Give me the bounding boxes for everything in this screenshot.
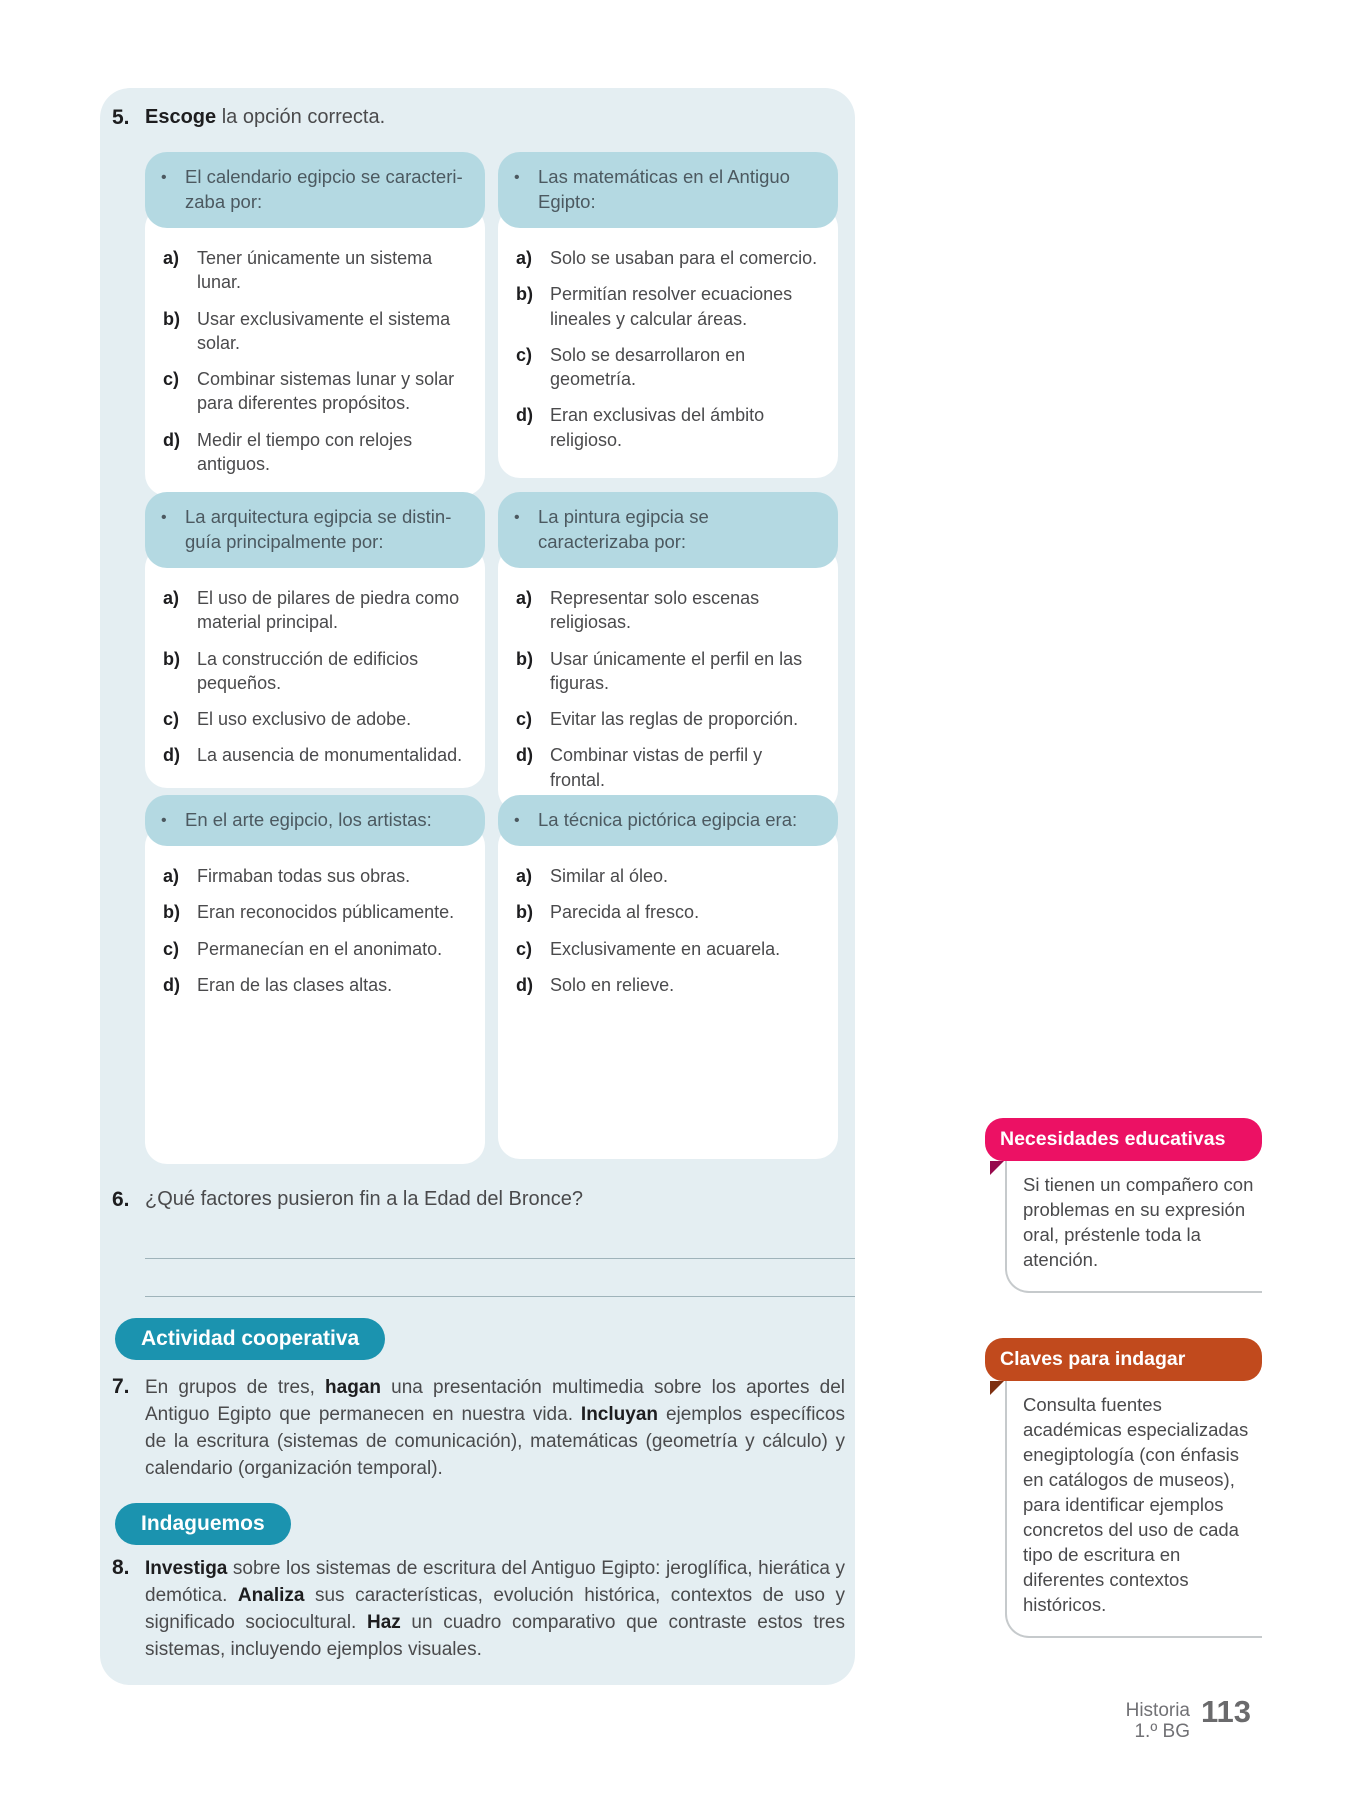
option-letter: d) (163, 429, 180, 450)
prompt-text: Las matemáticas en el Antiguo Egipto: (538, 166, 790, 212)
option-letter: c) (516, 709, 533, 730)
option-text: Solo se usaban para el comercio. (550, 247, 818, 268)
footer-grade: 1.º BG (1134, 1720, 1190, 1742)
pill-indaguemos: Indaguemos (115, 1503, 291, 1545)
option-letter: b) (516, 284, 533, 305)
option-text: Tener únicamente un sistema lunar. (197, 247, 433, 293)
option-row (516, 282, 820, 331)
option-letter: d) (163, 745, 180, 766)
prompt-text: La arquitectura egipcia se distinguía principalmente por: (185, 506, 452, 552)
option-row (163, 586, 467, 635)
options-card (145, 206, 485, 496)
option-block-pintura (498, 492, 838, 812)
option-text: La ausencia de monumentalidad. (197, 745, 463, 766)
option-row (516, 647, 820, 696)
option-block-arquitectura (145, 492, 485, 788)
option-text: Eran exclusivas del ámbito religioso. (550, 405, 765, 450)
callout-body-text: Consulta fuentes académicas especializadas enegiptología (con énfasis en catálogos de museos), para identificar ejemplos concretos del uso de cada tipo de escritura en diferentes contextos históricos. (1023, 1394, 1249, 1615)
prompt-text: El calendario egipcio se caracterizaba por: (185, 166, 463, 212)
option-letter: b) (163, 308, 180, 329)
option-letter: c) (163, 369, 180, 390)
option-row (163, 900, 467, 924)
prompt-bubble (145, 152, 485, 228)
options-card (498, 546, 838, 812)
option-letter: a) (163, 865, 180, 886)
bullet-icon: • (161, 812, 167, 829)
question-7-text: En grupos de tres, hagan una presentación multimedia sobre los aportes del Antiguo Egipto que permanecen en nuestra vida. Incluyan ejemplos específicos de la escritura (sistemas de comunicación), matemáticas (geometría y cálculo) y calendario (organización temporal). (145, 1377, 845, 1479)
option-row (163, 864, 467, 888)
option-text: Medir el tiempo con relojes antiguos. (197, 429, 413, 475)
bullet-icon: • (161, 509, 167, 526)
option-text: Solo se desarrollaron en geometría. (550, 344, 746, 390)
footer-course (1100, 1701, 1190, 1743)
options-card (498, 824, 838, 1159)
prompt-bubble (145, 492, 485, 568)
question-6-number: 6. (112, 1188, 130, 1211)
option-letter: d) (516, 405, 533, 426)
option-row (163, 367, 467, 416)
callout-title: Necesidades educativas (985, 1118, 1262, 1161)
option-text: Representar solo escenas religiosas. (550, 587, 760, 633)
option-row (163, 707, 467, 731)
option-letter: c) (516, 344, 533, 365)
question-6-text: ¿Qué factores pusieron fin a la Edad del Bronce? (145, 1188, 584, 1210)
option-row (516, 586, 820, 635)
option-text: Usar únicamente el perfil en las figuras. (550, 648, 803, 693)
answer-line (145, 1296, 855, 1297)
option-row (163, 647, 467, 696)
question-7 (112, 1375, 845, 1483)
option-text: Solo en relieve. (550, 974, 675, 995)
option-text: Firmaban todas sus obras. (197, 865, 411, 886)
option-row (163, 937, 467, 961)
prompt-text: En el arte egipcio, los artistas: (185, 809, 432, 830)
bullet-icon: • (514, 169, 520, 186)
option-text: Permitían resolver ecuaciones lineales y calcular áreas. (550, 284, 793, 329)
prompt-bubble (498, 795, 838, 846)
option-letter: d) (516, 745, 533, 766)
footer-course-name: Historia (1125, 1700, 1190, 1721)
option-letter: a) (516, 587, 533, 608)
question-6 (112, 1188, 842, 1212)
callout-body-text: Si tienen un compañero con problemas en su expresión oral, préstenle toda la atención. (1023, 1174, 1254, 1270)
option-text: Exclusivamente en acuarela. (550, 938, 781, 959)
question-8-number: 8. (112, 1556, 130, 1579)
option-text: Similar al óleo. (550, 865, 669, 886)
question-7-number: 7. (112, 1375, 130, 1398)
prompt-text: La pintura egipcia se caracterizaba por: (538, 506, 709, 552)
question-5-number: 5. (112, 106, 130, 129)
option-letter: d) (516, 974, 533, 995)
option-block-artistas (145, 795, 485, 1164)
option-text: Eran reconocidos públicamente. (197, 902, 455, 923)
answer-line (145, 1258, 855, 1259)
options-card (145, 824, 485, 1164)
option-letter: b) (163, 648, 180, 669)
option-letter: d) (163, 974, 180, 995)
option-text: La construcción de edificios pequeños. (197, 648, 419, 693)
option-row (516, 864, 820, 888)
option-letter: a) (516, 247, 533, 268)
option-text: Parecida al fresco. (550, 902, 700, 923)
option-block-calendario (145, 152, 485, 496)
question-5-intro: Escoge la opción correcta. (145, 106, 386, 128)
option-row (163, 307, 467, 356)
option-row (163, 973, 467, 997)
option-block-tecnica (498, 795, 838, 1159)
callout-claves-para-indagar (985, 1338, 1262, 1638)
option-row (516, 246, 820, 270)
option-letter: a) (163, 587, 180, 608)
callout-body (1005, 1373, 1262, 1638)
option-letter: a) (516, 865, 533, 886)
option-letter: c) (163, 938, 180, 959)
option-row (516, 973, 820, 997)
option-letter: b) (163, 902, 180, 923)
option-row (516, 743, 820, 792)
option-row (516, 937, 820, 961)
footer-page-number: 113 (1201, 1694, 1252, 1729)
callout-body (1005, 1153, 1262, 1293)
option-letter: b) (516, 648, 533, 669)
bullet-icon: • (514, 509, 520, 526)
pill-actividad-cooperativa: Actividad cooperativa (115, 1318, 385, 1360)
option-letter: c) (163, 709, 180, 730)
option-row (163, 428, 467, 477)
options-card (498, 206, 838, 478)
option-text: Evitar las reglas de proporción. (550, 709, 799, 730)
option-text: Usar exclusivamente el sistema solar. (197, 308, 451, 353)
option-text: Eran de las clases altas. (197, 974, 393, 995)
option-text: El uso exclusivo de adobe. (197, 709, 412, 730)
prompt-bubble (498, 492, 838, 568)
question-5 (112, 106, 832, 130)
callout-title: Claves para indagar (985, 1338, 1262, 1381)
bullet-icon: • (514, 812, 520, 829)
option-row (163, 743, 467, 767)
option-row (516, 707, 820, 731)
option-text: Combinar sistemas lunar y solar para diferentes propósitos. (197, 369, 455, 414)
bullet-icon: • (161, 169, 167, 186)
option-row (516, 403, 820, 452)
prompt-text: La técnica pictórica egipcia era: (538, 809, 798, 830)
option-text: Permanecían en el anonimato. (197, 938, 443, 959)
callout-necesidades-educativas (985, 1118, 1262, 1293)
option-row (163, 246, 467, 295)
option-text: El uso de pilares de piedra como material principal. (197, 587, 460, 633)
option-letter: a) (163, 247, 180, 268)
option-block-matematicas (498, 152, 838, 478)
exercises-panel (100, 88, 855, 1685)
option-letter: b) (516, 902, 533, 923)
prompt-bubble (498, 152, 838, 228)
options-card (145, 546, 485, 788)
option-letter: c) (516, 938, 533, 959)
question-8 (112, 1556, 845, 1664)
option-row (516, 343, 820, 392)
option-text: Combinar vistas de perfil y frontal. (550, 745, 763, 790)
option-row (516, 900, 820, 924)
prompt-bubble (145, 795, 485, 846)
question-8-text: Investiga sobre los sistemas de escritura del Antiguo Egipto: jeroglífica, hierática y demótica. Analiza sus características, evolución histórica, contextos de uso y significado sociocultural. Haz un cuadro comparativo que contraste estos tres sistemas, incluyendo ejemplos visuales. (145, 1558, 846, 1660)
